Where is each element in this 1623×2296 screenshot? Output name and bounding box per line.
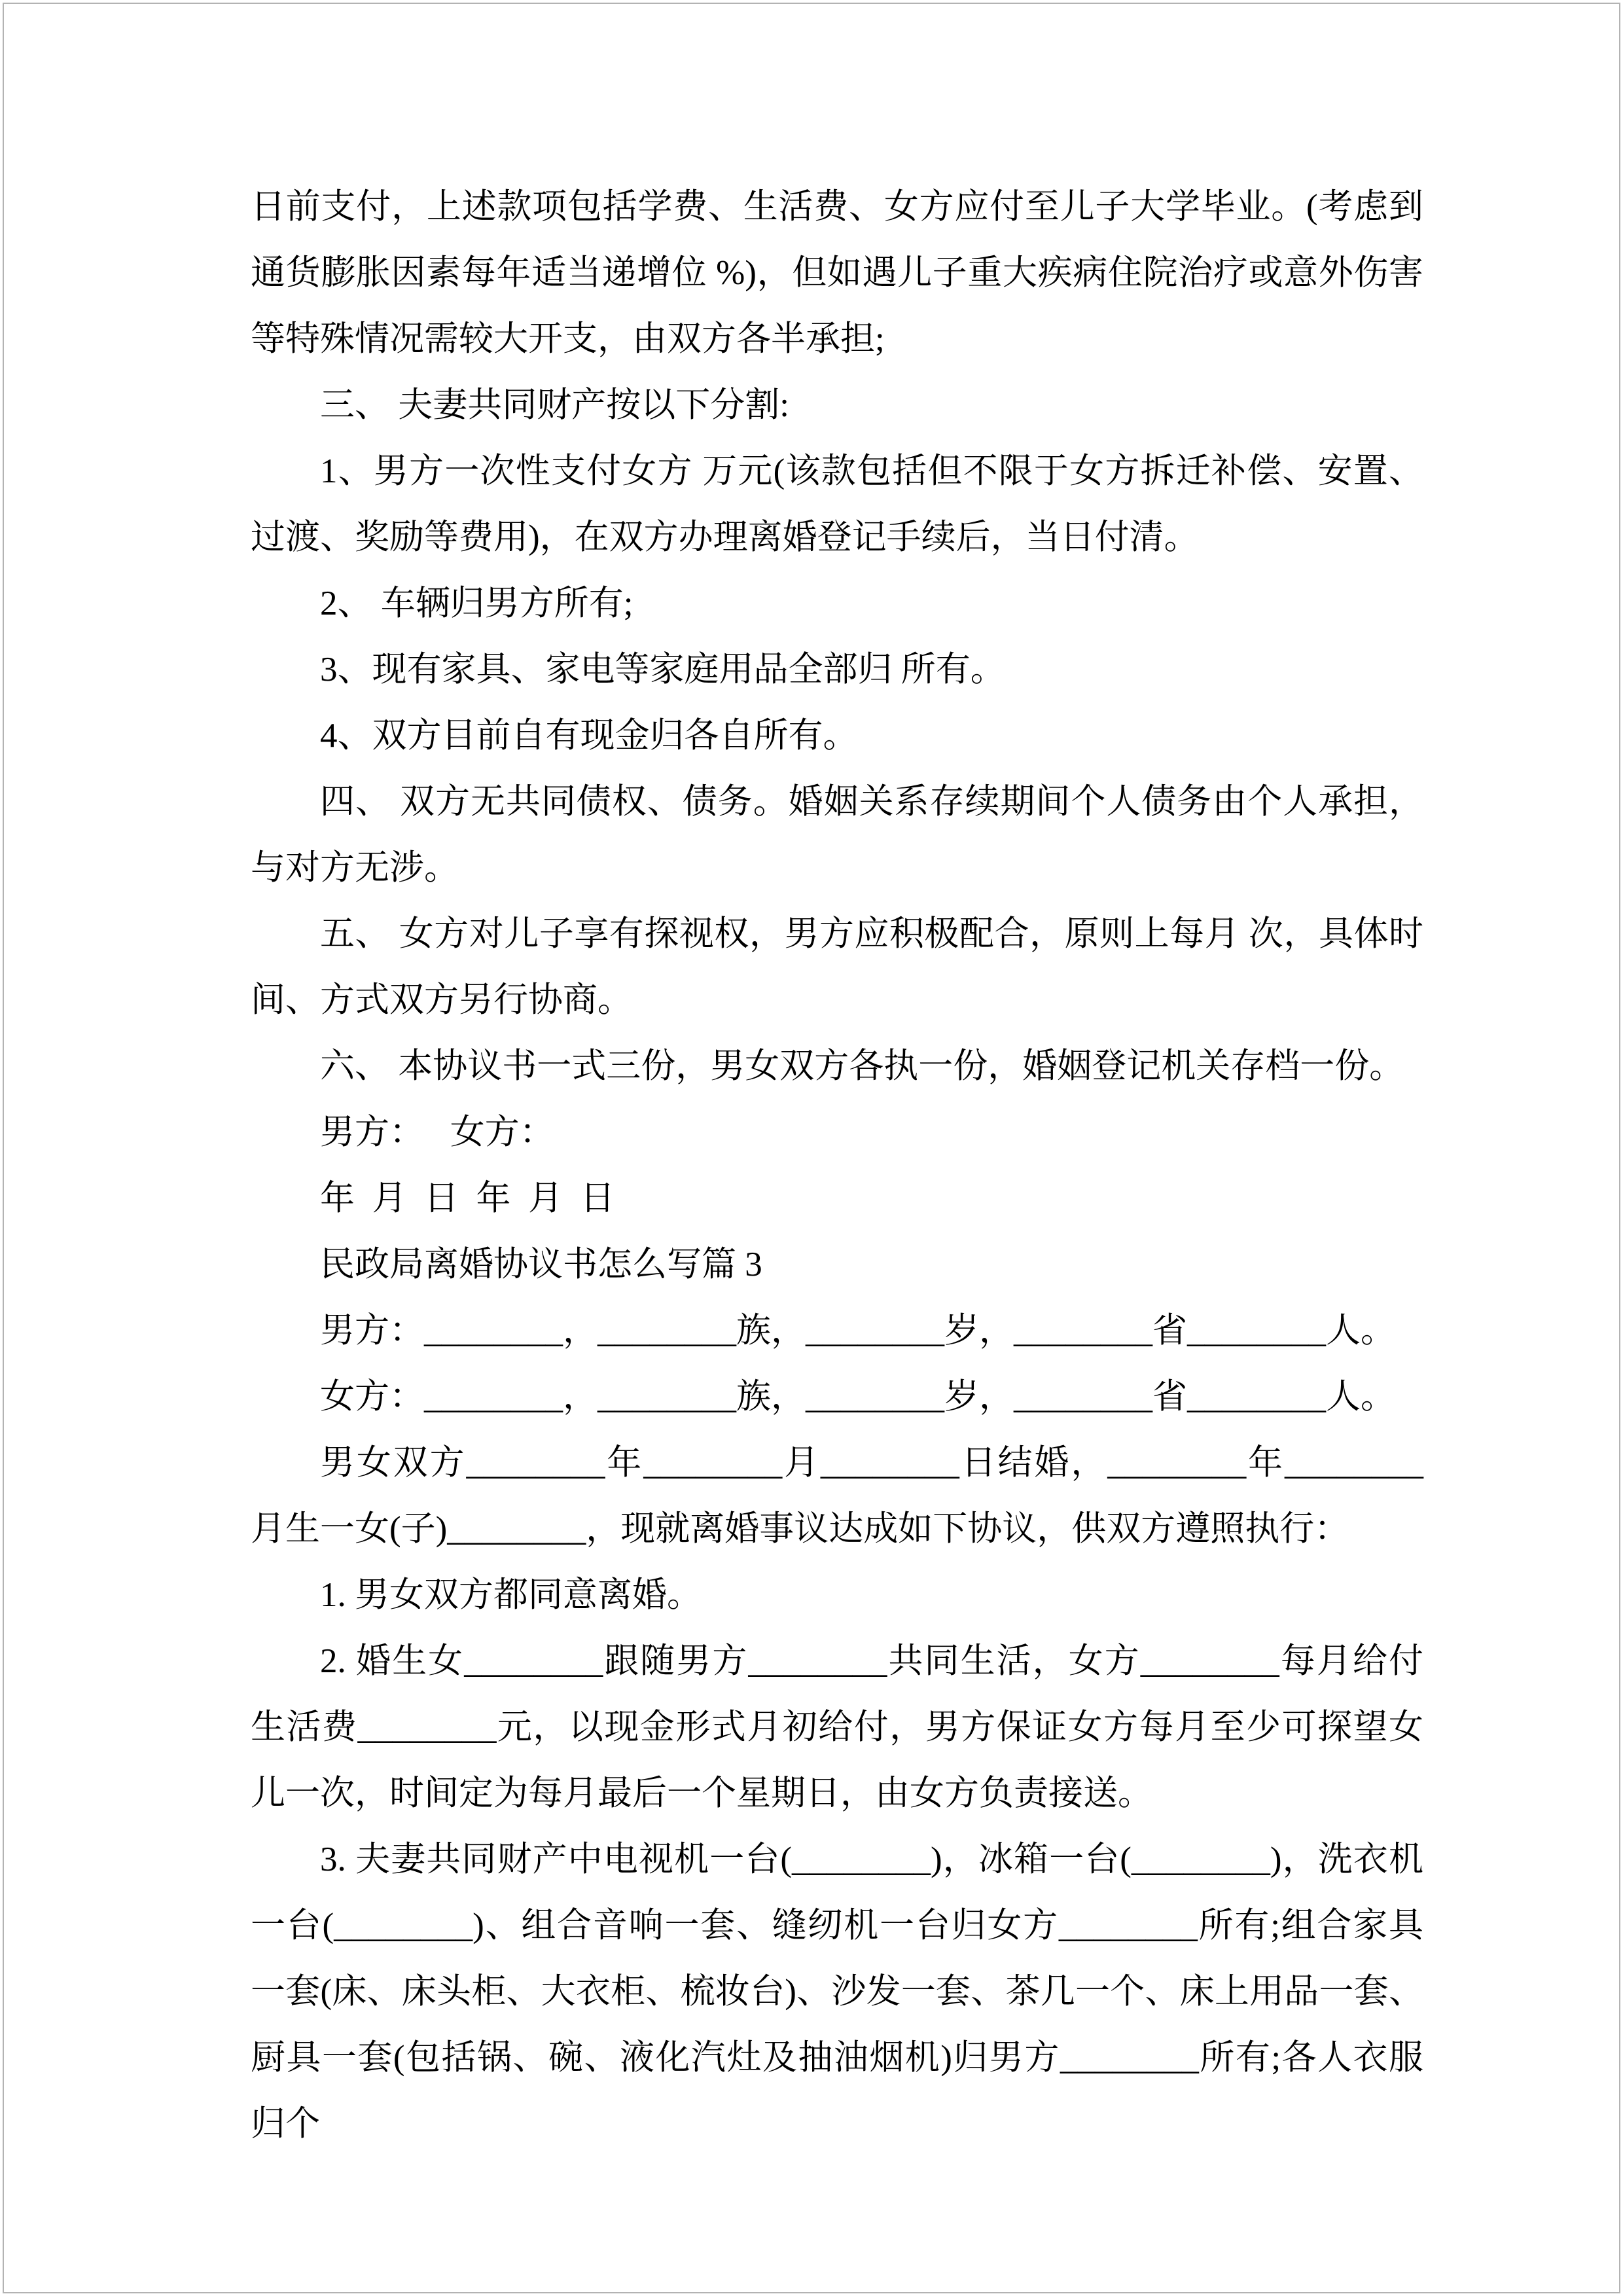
body-paragraph: 四、 双方无共同债权、债务。婚姻关系存续期间个人债务由个人承担，与对方无涉。 [251,783,1423,887]
body-paragraph: 六、 本协议书一式三份，男女双方各执一份，婚姻登记机关存档一份。 [320,1047,1404,1085]
body-paragraph: 男女双方________年________月________日结婚，________年________月生一女(子)________，现就离婚事议达成如下协议，供双方遵照执行： [251,1444,1423,1548]
body-paragraph: 2、 车辆归男方所有; [320,584,633,622]
body-paragraph: 1. 男女双方都同意离婚。 [320,1576,702,1614]
body-paragraph: 日前支付，上述款项包括学费、生活费、女方应付至儿子大学毕业。(考虑到通货膨胀因素每年适当递增位 %)，但如遇儿子重大疾病住院治疗或意外伤害等特殊情况需较大开支，由双方各半承担; [251,188,1423,358]
body-paragraph: 1、男方一次性支付女方 万元(该款包括但不限于女方拆迁补偿、安置、过渡、奖励等费用)，在双方办理离婚登记手续后，当日付清。 [251,452,1423,556]
document-page [251,174,1423,2157]
signature-line: 男方： 女方： [320,1113,554,1151]
body-paragraph: 4、双方目前自有现金归各自所有。 [320,717,858,755]
body-paragraph: 五、 女方对儿子享有探视权，男方应积极配合，原则上每月 次，具体时间、方式双方另行协商。 [251,915,1423,1019]
body-paragraph: 女方：________，________族，________岁，________省________人。 [320,1378,1395,1416]
date-line: 年 月 日 年 月 日 [320,1179,615,1217]
body-paragraph: 3、现有家具、家电等家庭用品全部归 所有。 [320,651,1005,689]
body-paragraph: 三、 夫妻共同财产按以下分割: [320,386,789,424]
section-heading: 民政局离婚协议书怎么写篇 3 [320,1246,762,1283]
body-paragraph: 3. 夫妻共同财产中电视机一台(________)，冰箱一台(________)，洗衣机一台(________)、组合音响一套、缝纫机一台归女方________所有;组合家具一套(床、床头柜、大衣柜、梳妆台)、沙发一套、茶几一个、床上用品一套、厨具一套(包括锅、碗、液化汽灶及抽油烟机)归男方________所有;各人衣服归个 [251,1840,1423,2143]
body-paragraph: 2. 婚生女________跟随男方________共同生活，女方________每月给付生活费________元，以现金形式月初给付，男方保证女方每月至少可探望女儿一次，时间定为每月最后一个星期日，由女方负责接送。 [251,1642,1423,1812]
body-paragraph: 男方：________，________族，________岁，________省________人。 [320,1312,1395,1350]
